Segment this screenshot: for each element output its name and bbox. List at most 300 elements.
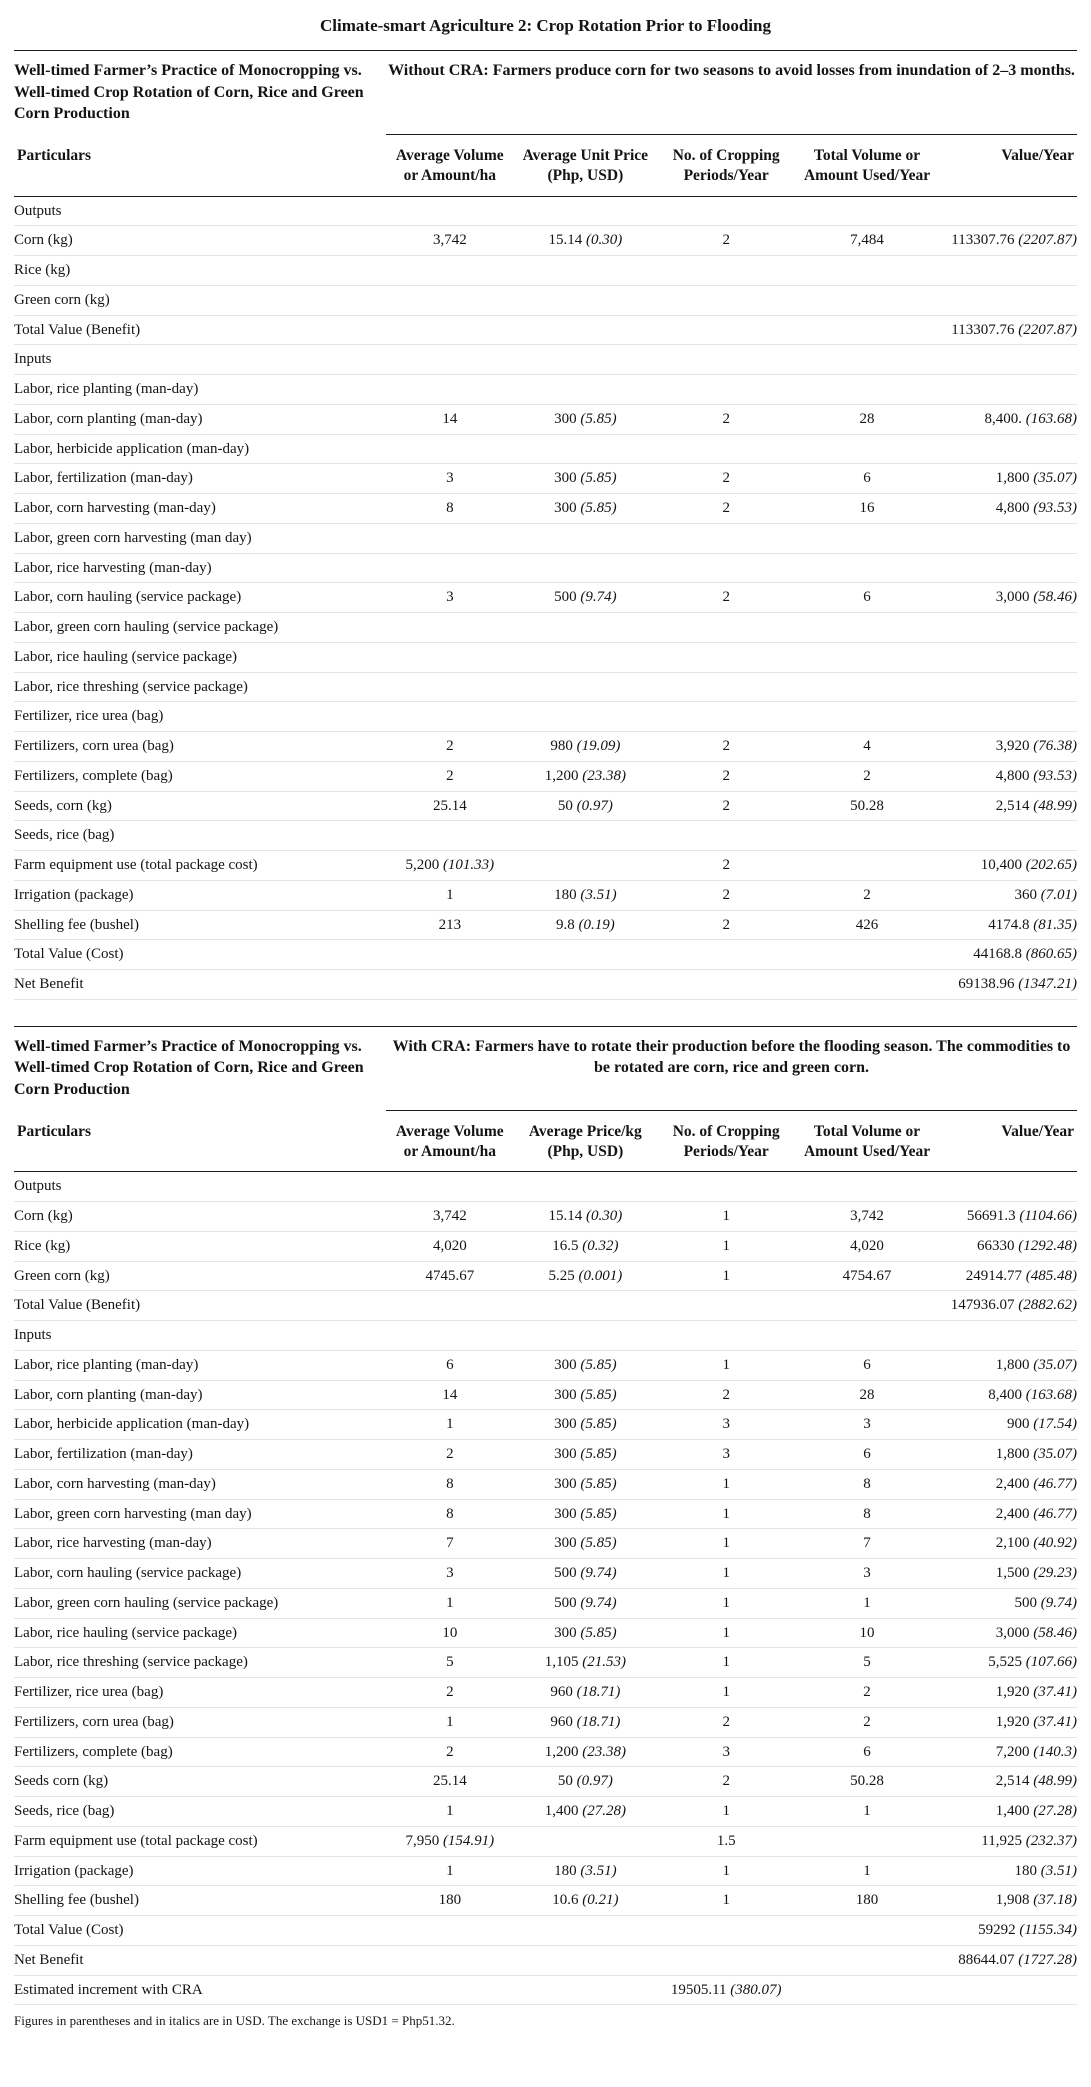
row-cell: 180 (386, 1886, 514, 1916)
row-cell (657, 672, 795, 702)
column-header-value-year: Value/Year (939, 1111, 1077, 1172)
row-cell (795, 196, 939, 226)
row-cell (939, 1172, 1077, 1202)
row-label: Seeds, rice (bag) (14, 821, 386, 851)
table-row (14, 1648, 1077, 1678)
table-row (14, 880, 1077, 910)
row-cell: 6 (795, 1350, 939, 1380)
table-body (14, 1172, 1077, 2005)
table-row (14, 642, 1077, 672)
row-label: Labor, rice hauling (service package) (14, 1618, 386, 1648)
row-cell: 2 (795, 761, 939, 791)
table-row (14, 1231, 1077, 1261)
row-cell (386, 613, 514, 643)
row-cell (657, 970, 795, 1000)
row-cell: 3,000 (58.46) (939, 583, 1077, 613)
table-row (14, 1469, 1077, 1499)
row-cell: 1 (386, 1797, 514, 1827)
row-cell (939, 672, 1077, 702)
row-label: Rice (kg) (14, 256, 386, 286)
table-row (14, 523, 1077, 553)
row-cell (514, 553, 658, 583)
row-label: Rice (kg) (14, 1231, 386, 1261)
column-header-cropping-periods: No. of Cropping Periods/Year (657, 135, 795, 196)
row-cell (386, 434, 514, 464)
row-cell (514, 285, 658, 315)
row-cell (386, 256, 514, 286)
row-cell: 1,400 (27.28) (939, 1797, 1077, 1827)
row-cell: 2 (386, 1678, 514, 1708)
row-label: Total Value (Cost) (14, 940, 386, 970)
row-cell: 1,800 (35.07) (939, 1440, 1077, 1470)
row-cell: 11,925 (232.37) (939, 1826, 1077, 1856)
row-cell: 3,920 (76.38) (939, 732, 1077, 762)
row-cell: 1 (657, 1231, 795, 1261)
row-cell (795, 1826, 939, 1856)
row-cell (514, 1172, 658, 1202)
row-cell: 10 (386, 1618, 514, 1648)
column-header-avg-price: Average Price/kg (Php, USD) (514, 1111, 658, 1172)
row-cell: 2 (657, 226, 795, 256)
row-label: Labor, rice threshing (service package) (14, 1648, 386, 1678)
row-cell: 1 (386, 1707, 514, 1737)
table-row (14, 761, 1077, 791)
row-cell: 1 (386, 1588, 514, 1618)
row-cell (514, 1945, 658, 1975)
table-row (14, 1886, 1077, 1916)
table-without-cra (14, 50, 1077, 1000)
row-label: Labor, corn hauling (service package) (14, 1559, 386, 1589)
row-cell: 4754.67 (795, 1261, 939, 1291)
row-cell: 2 (657, 880, 795, 910)
row-cell: 2,514 (48.99) (939, 1767, 1077, 1797)
table-row (14, 226, 1077, 256)
row-cell: 6 (795, 1440, 939, 1470)
row-cell: 10.6 (0.21) (514, 1886, 658, 1916)
row-cell (657, 613, 795, 643)
row-cell: 2 (386, 761, 514, 791)
row-cell: 7 (795, 1529, 939, 1559)
table-row (14, 1737, 1077, 1767)
row-label: Labor, rice planting (man-day) (14, 1350, 386, 1380)
row-label: Fertilizers, corn urea (bag) (14, 732, 386, 762)
row-cell: 1,908 (37.18) (939, 1886, 1077, 1916)
row-cell (939, 434, 1077, 464)
row-cell (386, 970, 514, 1000)
row-cell: 300 (5.85) (514, 1499, 658, 1529)
row-label: Labor, herbicide application (man-day) (14, 1410, 386, 1440)
row-cell (514, 1975, 658, 2005)
row-label: Labor, green corn harvesting (man day) (14, 523, 386, 553)
table-row (14, 940, 1077, 970)
table-row (14, 970, 1077, 1000)
row-label: Outputs (14, 196, 386, 226)
row-cell (795, 523, 939, 553)
row-label: Inputs (14, 345, 386, 375)
row-cell (657, 642, 795, 672)
table-row (14, 315, 1077, 345)
row-cell (657, 940, 795, 970)
row-cell (939, 196, 1077, 226)
row-cell: 10 (795, 1618, 939, 1648)
row-cell (514, 613, 658, 643)
row-cell (514, 940, 658, 970)
row-cell: 900 (17.54) (939, 1410, 1077, 1440)
row-label: Fertilizers, complete (bag) (14, 1737, 386, 1767)
row-cell: 2 (657, 1767, 795, 1797)
row-cell: 16 (795, 494, 939, 524)
row-cell: 1 (386, 1410, 514, 1440)
row-cell: 1,500 (29.23) (939, 1559, 1077, 1589)
row-cell: 960 (18.71) (514, 1707, 658, 1737)
table-row (14, 434, 1077, 464)
page-title: Climate-smart Agriculture 2: Crop Rotation Prior to Flooding (320, 16, 771, 35)
table-row (14, 1202, 1077, 1232)
row-cell: 5.25 (0.001) (514, 1261, 658, 1291)
row-cell: 2 (657, 583, 795, 613)
row-cell (939, 642, 1077, 672)
row-cell: 3 (795, 1559, 939, 1589)
row-cell (514, 523, 658, 553)
row-cell (514, 672, 658, 702)
row-cell: 2,514 (48.99) (939, 791, 1077, 821)
row-cell (795, 345, 939, 375)
row-label: Total Value (Cost) (14, 1916, 386, 1946)
row-cell: 2 (386, 1440, 514, 1470)
table-row (14, 1945, 1077, 1975)
table-left-description: Well-timed Farmer’s Practice of Monocropping vs. Well-timed Crop Rotation of Corn, Rice and Green Corn Production (14, 1026, 386, 1110)
row-cell (795, 821, 939, 851)
table-row (14, 583, 1077, 613)
row-cell: 88644.07 (1727.28) (939, 1945, 1077, 1975)
table-row (14, 791, 1077, 821)
row-cell (386, 1321, 514, 1351)
table-description-row (14, 1026, 1077, 1110)
row-cell (657, 1172, 795, 1202)
row-cell: 3 (657, 1440, 795, 1470)
row-cell (939, 1321, 1077, 1351)
row-cell: 8 (795, 1499, 939, 1529)
row-cell: 24914.77 (485.48) (939, 1261, 1077, 1291)
row-cell: 3 (795, 1410, 939, 1440)
row-cell: 2 (657, 1707, 795, 1737)
table-row (14, 1826, 1077, 1856)
row-cell: 7,484 (795, 226, 939, 256)
row-cell: 1 (657, 1618, 795, 1648)
table-row (14, 464, 1077, 494)
row-cell: 2 (657, 761, 795, 791)
row-cell: 3,000 (58.46) (939, 1618, 1077, 1648)
row-cell: 4,020 (386, 1231, 514, 1261)
row-label: Seeds, corn (kg) (14, 791, 386, 821)
row-cell (514, 256, 658, 286)
row-cell: 1,920 (37.41) (939, 1678, 1077, 1708)
row-cell: 113307.76 (2207.87) (939, 315, 1077, 345)
row-cell: 1 (657, 1856, 795, 1886)
row-cell: 1 (657, 1350, 795, 1380)
row-cell: 6 (795, 583, 939, 613)
row-label: Corn (kg) (14, 1202, 386, 1232)
table-row (14, 1291, 1077, 1321)
row-cell (795, 1291, 939, 1321)
row-cell: 1 (657, 1469, 795, 1499)
column-header-total-volume: Total Volume or Amount Used/Year (795, 1111, 939, 1172)
row-cell: 50 (0.97) (514, 791, 658, 821)
row-label: Labor, corn planting (man-day) (14, 1380, 386, 1410)
row-cell: 147936.07 (2882.62) (939, 1291, 1077, 1321)
row-cell: 2 (795, 880, 939, 910)
row-cell (514, 851, 658, 881)
row-cell: 3 (657, 1410, 795, 1440)
row-cell: 500 (9.74) (514, 1559, 658, 1589)
row-cell: 3 (386, 464, 514, 494)
row-label: Farm equipment use (total package cost) (14, 1826, 386, 1856)
row-cell (514, 1291, 658, 1321)
row-cell (795, 1916, 939, 1946)
row-cell: 426 (795, 910, 939, 940)
row-cell: 8,400 (163.68) (939, 1380, 1077, 1410)
row-cell: 500 (9.74) (514, 583, 658, 613)
row-label: Shelling fee (bushel) (14, 910, 386, 940)
row-cell: 300 (5.85) (514, 1380, 658, 1410)
row-cell: 8 (386, 1499, 514, 1529)
table-footnote: Figures in parentheses and in italics are in USD. The exchange is USD1 = Php51.32. (14, 2013, 455, 2029)
row-cell: 1,400 (27.28) (514, 1797, 658, 1827)
table-row (14, 553, 1077, 583)
row-cell: 300 (5.85) (514, 464, 658, 494)
table-right-description: With CRA: Farmers have to rotate their production before the flooding season. The commodities to be rotated are corn, rice and green corn. (386, 1026, 1077, 1110)
row-label: Labor, corn hauling (service package) (14, 583, 386, 613)
column-header-avg-volume: Average Volume or Amount/ha (386, 135, 514, 196)
row-cell: 300 (5.85) (514, 1529, 658, 1559)
row-cell: 8 (795, 1469, 939, 1499)
row-cell: 1 (386, 880, 514, 910)
column-header-row (14, 1111, 1077, 1172)
table-with-cra (14, 1026, 1077, 2006)
table-row (14, 1678, 1077, 1708)
row-cell (386, 702, 514, 732)
row-cell (514, 1826, 658, 1856)
row-cell: 28 (795, 404, 939, 434)
table-row (14, 196, 1077, 226)
row-cell: 300 (5.85) (514, 404, 658, 434)
row-cell: 19505.11 (380.07) (657, 1975, 795, 2005)
row-label: Farm equipment use (total package cost) (14, 851, 386, 881)
row-cell: 1 (386, 1856, 514, 1886)
table-row (14, 672, 1077, 702)
row-cell: 180 (795, 1886, 939, 1916)
row-cell (657, 1321, 795, 1351)
data-table (14, 50, 1077, 1000)
row-cell (657, 1291, 795, 1321)
row-cell: 8,400. (163.68) (939, 404, 1077, 434)
row-cell (514, 434, 658, 464)
row-label: Fertilizer, rice urea (bag) (14, 1678, 386, 1708)
row-cell (657, 523, 795, 553)
row-cell: 69138.96 (1347.21) (939, 970, 1077, 1000)
row-cell: 5 (795, 1648, 939, 1678)
row-cell (386, 1975, 514, 2005)
row-cell (386, 285, 514, 315)
table-row (14, 821, 1077, 851)
row-cell: 1.5 (657, 1826, 795, 1856)
row-cell: 980 (19.09) (514, 732, 658, 762)
row-cell: 2 (795, 1707, 939, 1737)
row-label: Labor, rice threshing (service package) (14, 672, 386, 702)
row-cell: 1 (657, 1678, 795, 1708)
row-cell (657, 821, 795, 851)
table-row (14, 1350, 1077, 1380)
row-cell (939, 702, 1077, 732)
row-cell (795, 940, 939, 970)
row-cell (657, 315, 795, 345)
row-cell (657, 1916, 795, 1946)
row-cell: 2,400 (46.77) (939, 1499, 1077, 1529)
row-cell: 66330 (1292.48) (939, 1231, 1077, 1261)
row-cell (514, 1321, 658, 1351)
row-cell: 180 (3.51) (514, 1856, 658, 1886)
row-cell: 1,200 (23.38) (514, 1737, 658, 1767)
row-cell: 1,105 (21.53) (514, 1648, 658, 1678)
row-cell (939, 613, 1077, 643)
row-cell: 1 (657, 1499, 795, 1529)
row-cell (657, 345, 795, 375)
row-cell: 113307.76 (2207.87) (939, 226, 1077, 256)
row-cell: 180 (3.51) (939, 1856, 1077, 1886)
row-label: Fertilizers, corn urea (bag) (14, 1707, 386, 1737)
row-cell: 1 (795, 1588, 939, 1618)
row-cell: 1 (795, 1797, 939, 1827)
row-cell: 28 (795, 1380, 939, 1410)
row-cell (386, 375, 514, 405)
table-body (14, 196, 1077, 999)
table-row (14, 1172, 1077, 1202)
row-cell: 6 (795, 1737, 939, 1767)
row-cell (795, 1321, 939, 1351)
row-cell: 8 (386, 1469, 514, 1499)
row-cell: 300 (5.85) (514, 1350, 658, 1380)
row-label: Total Value (Benefit) (14, 315, 386, 345)
row-cell (386, 345, 514, 375)
row-cell: 5,200 (101.33) (386, 851, 514, 881)
row-cell: 1 (657, 1648, 795, 1678)
row-cell: 213 (386, 910, 514, 940)
row-cell (939, 523, 1077, 553)
row-cell: 1 (657, 1886, 795, 1916)
row-cell: 3 (657, 1737, 795, 1767)
row-cell: 2 (657, 494, 795, 524)
row-cell (386, 1916, 514, 1946)
row-cell: 50 (0.97) (514, 1767, 658, 1797)
row-cell (795, 375, 939, 405)
row-cell (386, 315, 514, 345)
column-header-avg-price: Average Unit Price (Php, USD) (514, 135, 658, 196)
table-description-row (14, 51, 1077, 135)
row-cell (514, 642, 658, 672)
row-cell (795, 1172, 939, 1202)
table-row (14, 1499, 1077, 1529)
table-row (14, 1588, 1077, 1618)
table-row (14, 613, 1077, 643)
row-cell: 1 (795, 1856, 939, 1886)
row-label: Labor, rice hauling (service package) (14, 642, 386, 672)
row-cell: 1,200 (23.38) (514, 761, 658, 791)
table-left-description: Well-timed Farmer’s Practice of Monocropping vs. Well-timed Crop Rotation of Corn, Rice and Green Corn Production (14, 51, 386, 135)
row-cell: 14 (386, 404, 514, 434)
row-cell: 4174.8 (81.35) (939, 910, 1077, 940)
table-row (14, 1707, 1077, 1737)
row-label: Labor, rice planting (man-day) (14, 375, 386, 405)
row-label: Labor, rice harvesting (man-day) (14, 1529, 386, 1559)
row-cell (657, 196, 795, 226)
table-row (14, 256, 1077, 286)
row-cell: 3,742 (386, 1202, 514, 1232)
row-cell (386, 821, 514, 851)
row-cell: 50.28 (795, 1767, 939, 1797)
row-cell (386, 553, 514, 583)
row-cell: 9.8 (0.19) (514, 910, 658, 940)
table-right-description: Without CRA: Farmers produce corn for two seasons to avoid losses from inundation of 2–3 months. (386, 51, 1077, 135)
row-cell: 3,742 (386, 226, 514, 256)
row-label: Labor, green corn hauling (service package) (14, 1588, 386, 1618)
row-label: Labor, corn harvesting (man-day) (14, 1469, 386, 1499)
row-cell (514, 702, 658, 732)
row-label: Net Benefit (14, 1945, 386, 1975)
row-cell: 7,200 (140.3) (939, 1737, 1077, 1767)
row-cell: 1 (657, 1529, 795, 1559)
row-cell: 2,100 (40.92) (939, 1529, 1077, 1559)
row-cell: 7,950 (154.91) (386, 1826, 514, 1856)
row-cell (514, 375, 658, 405)
row-cell (939, 256, 1077, 286)
row-cell (795, 613, 939, 643)
row-cell: 25.14 (386, 1767, 514, 1797)
row-cell: 1 (657, 1797, 795, 1827)
row-cell (939, 1975, 1077, 2005)
row-cell: 10,400 (202.65) (939, 851, 1077, 881)
row-cell: 15.14 (0.30) (514, 1202, 658, 1232)
table-row (14, 1856, 1077, 1886)
row-cell: 2 (657, 1380, 795, 1410)
row-label: Seeds corn (kg) (14, 1767, 386, 1797)
table-row (14, 285, 1077, 315)
row-cell: 3,742 (795, 1202, 939, 1232)
row-cell: 15.14 (0.30) (514, 226, 658, 256)
row-label: Labor, corn planting (man-day) (14, 404, 386, 434)
row-cell (386, 672, 514, 702)
row-cell: 300 (5.85) (514, 1618, 658, 1648)
row-cell (795, 642, 939, 672)
table-row (14, 851, 1077, 881)
row-label: Irrigation (package) (14, 880, 386, 910)
table-row (14, 1529, 1077, 1559)
row-cell (657, 1945, 795, 1975)
table-row (14, 1559, 1077, 1589)
row-cell (386, 642, 514, 672)
row-cell (795, 851, 939, 881)
row-cell (657, 553, 795, 583)
table-row (14, 345, 1077, 375)
row-cell (795, 434, 939, 464)
row-cell: 2 (657, 464, 795, 494)
row-cell: 300 (5.85) (514, 1410, 658, 1440)
row-cell: 2,400 (46.77) (939, 1469, 1077, 1499)
row-cell (657, 256, 795, 286)
row-cell (939, 345, 1077, 375)
table-row (14, 1380, 1077, 1410)
row-cell: 56691.3 (1104.66) (939, 1202, 1077, 1232)
row-cell: 2 (657, 791, 795, 821)
